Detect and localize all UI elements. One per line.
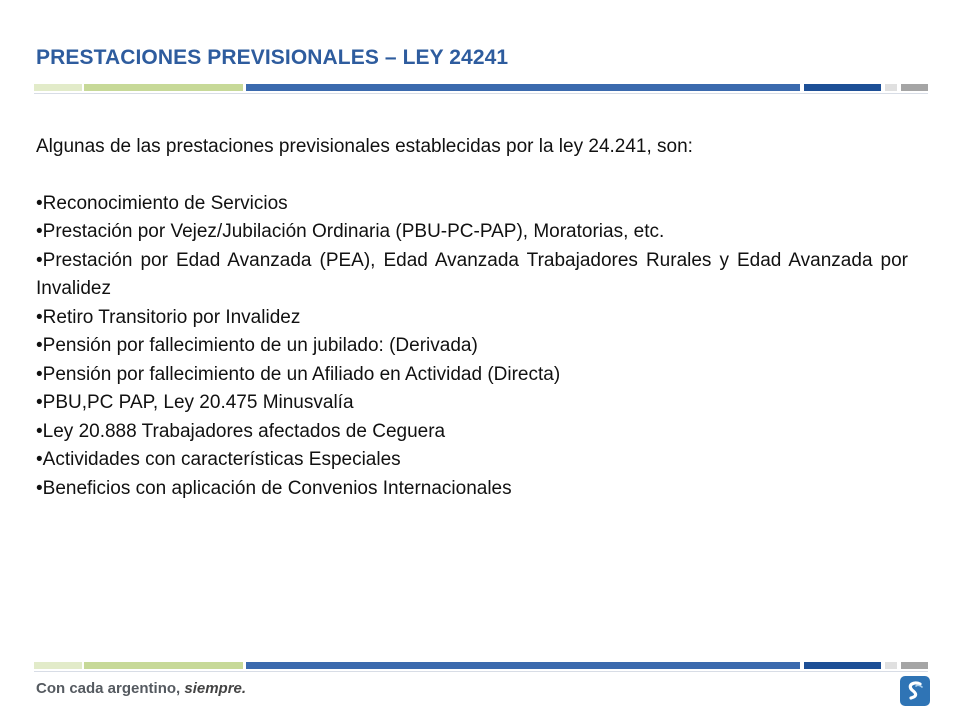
bullet-icon: • — [36, 420, 43, 442]
anses-logo-icon — [900, 676, 930, 706]
list-item — [36, 389, 908, 418]
list-item-text: Retiro Transitorio por Invalidez — [42, 306, 301, 328]
list-item-text: Ley 20.888 Trabajadores afectados de Ceguera — [42, 420, 446, 442]
main-content — [36, 133, 908, 503]
list-item-text: PBU,PC PAP, Ley 20.475 Minusvalía — [42, 392, 354, 413]
bullet-icon: • — [36, 249, 43, 271]
list-item — [36, 418, 908, 447]
footer-slogan — [36, 680, 246, 697]
list-item-text: Prestación por Vejez/Jubilación Ordinaria (PBU-PC-PAP), Moratorias, etc. — [42, 221, 665, 242]
bullet-icon: • — [36, 306, 43, 328]
list-item-text: Prestación por Edad Avanzada (PEA), Edad Avanzada Trabajadores Rurales y Edad Avanzada por Invalidez — [36, 249, 908, 299]
slogan-main: Con cada argentino, — [36, 680, 185, 697]
list-item — [36, 304, 908, 333]
bullet-icon: • — [36, 192, 43, 214]
bullet-icon: • — [36, 363, 43, 385]
page-title: PRESTACIONES PREVISIONALES – LEY 24241 — [36, 46, 509, 69]
bullet-icon: • — [36, 477, 43, 499]
list-item — [36, 446, 908, 475]
list-item — [36, 218, 908, 247]
list-item-text: Pensión por fallecimiento de un jubilado: (Derivada) — [42, 335, 478, 356]
list-item-text: Beneficios con aplicación de Convenios Internacionales — [42, 477, 512, 499]
intro-text: Algunas de las prestaciones previsionales establecidas por la ley 24.241, son: — [36, 136, 693, 157]
list-item — [36, 361, 908, 390]
list-item-text: Reconocimiento de Servicios — [42, 192, 288, 214]
list-item — [36, 475, 908, 504]
bullet-icon: • — [36, 392, 43, 413]
list-item-text: Actividades con características Especiales — [42, 449, 401, 470]
list-item — [36, 332, 908, 361]
bullet-icon: • — [36, 335, 43, 356]
list-item — [36, 247, 908, 304]
bullet-icon: • — [36, 221, 43, 242]
benefits-list — [36, 190, 908, 504]
list-item-text: Pensión por fallecimiento de un Afiliado en Actividad (Directa) — [42, 363, 561, 385]
slogan-emphasis: siempre. — [184, 680, 247, 697]
list-item — [36, 190, 908, 219]
footer-divider — [34, 662, 928, 674]
header-divider — [34, 84, 928, 96]
bullet-icon: • — [36, 449, 43, 470]
